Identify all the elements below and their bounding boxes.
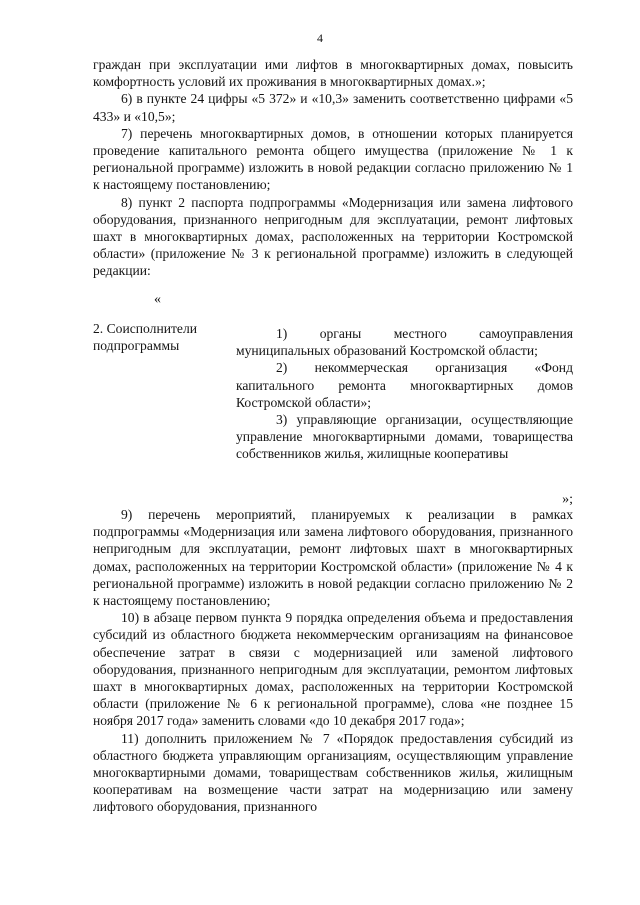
paragraph-6: 6) в пункте 24 цифры «5 372» и «10,3» заменить соответственно цифрами «5 433» и «10,5»; bbox=[93, 91, 573, 124]
opening-quote: « bbox=[154, 292, 161, 307]
paragraph-10: 10) в абзаце первом пункта 9 порядка определения объема и предоставления субсидий из областного бюджета некоммерческим организациям на финансовое обеспечение затрат в связи с модернизацией или заменой лифтового оборудования, признанного непригодным для эксплуатации, ремонтом лифтовых шахт в многоквартирных домах, расположенных на территории Костромской области (приложение № 6 к региональной программе), слова «не позднее 15 ноября 2017 года» заменить словами «до 10 декабря 2017 года»; bbox=[93, 610, 573, 729]
intro-paragraph: граждан при эксплуатации ими лифтов в многоквартирных домах, повысить комфортность условий их проживания в многоквартирных домах.»; bbox=[93, 57, 573, 90]
page-number: 4 bbox=[317, 31, 323, 45]
closing-quote: »; bbox=[562, 492, 573, 507]
co-executors-label: 2. Соисполнители подпрограммы bbox=[93, 321, 198, 354]
co-executors-list bbox=[236, 325, 573, 463]
co-executor-item: 3) управляющие организации, осуществляющие управление многоквартирными домами, товарищества собственников жилья, жилищные кооперативы bbox=[236, 412, 573, 462]
paragraph-9: 9) перечень мероприятий, планируемых к реализации в рамках подпрограммы «Модернизация или замена лифтового оборудования, признанного непригодным для эксплуатации, ремонт лифтовых шахт в многоквартирных домах, расположенных на территории Костромской области» (приложение № 4 к региональной программе) изложить в новой редакции согласно приложению № 2 к настоящему постановлению; bbox=[93, 507, 573, 609]
co-executor-item: 2) некоммерческая организация «Фонд капитального ремонта многоквартирных домов Костромской области»; bbox=[236, 360, 573, 410]
document-text-bottom bbox=[93, 506, 573, 816]
paragraph-11: 11) дополнить приложением № 7 «Порядок предоставления субсидий из областного бюджета управляющим организациям, осуществляющим управление многоквартирными домами, товариществам собственников жилья, жилищным кооперативам на возмещение части затрат на модернизацию или замену лифтового оборудования, признанного bbox=[93, 730, 573, 815]
paragraph-7: 7) перечень многоквартирных домов, в отношении которых планируется проведение капитального ремонта общего имущества (приложение № 1 к региональной программе) изложить в новой редакции согласно приложению № 1 к настоящему постановлению; bbox=[93, 125, 573, 193]
paragraph-8: 8) пункт 2 паспорта подпрограммы «Модернизация или замена лифтового оборудования, признанного непригодным для эксплуатации, ремонт лифтовых шахт в многоквартирных домах, расположенных на территории Костромской области» (приложение № 3 к региональной программе) изложить в следующей редакции: bbox=[93, 194, 573, 279]
document-text-top bbox=[93, 56, 573, 280]
co-executor-item: 1) органы местного самоуправления муниципальных образований Костромской области; bbox=[236, 326, 573, 359]
